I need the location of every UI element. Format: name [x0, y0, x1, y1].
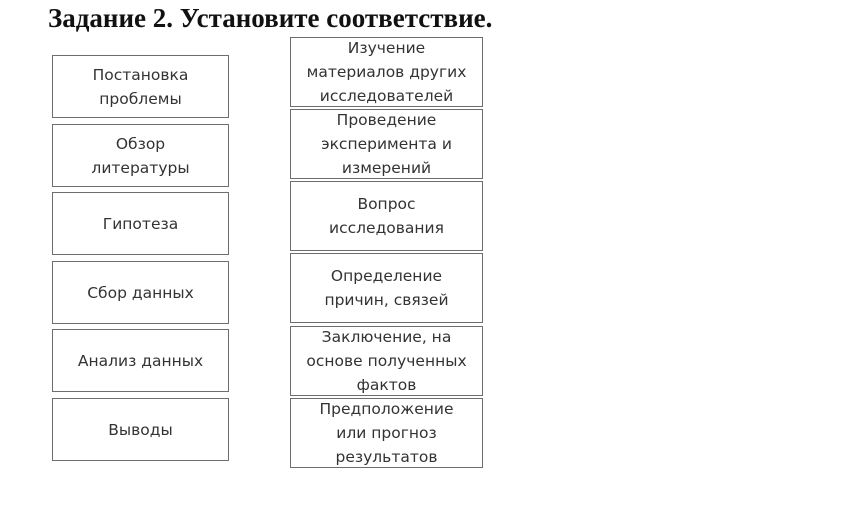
right-item-line: Вопрос — [357, 195, 416, 213]
right-item-line: Проведение — [336, 111, 437, 129]
left-item-line: Выводы — [108, 420, 173, 439]
left-item-line: Сбор данных — [87, 283, 194, 302]
left-item-line: Анализ данных — [77, 351, 204, 370]
left-item-hypothesis — [52, 192, 229, 255]
left-item-line: Гипотеза — [102, 214, 179, 233]
right-item-3 — [290, 181, 483, 251]
left-item-data-analysis — [52, 329, 229, 392]
right-item-line: Предположение — [319, 400, 454, 418]
left-item-conclusions — [52, 398, 229, 461]
right-item-line: исследования — [329, 219, 444, 237]
right-item-line: фактов — [356, 376, 417, 394]
right-item-6 — [290, 398, 483, 468]
right-item-line: основе полученных — [306, 352, 467, 370]
right-item-line: или прогноз — [336, 424, 437, 442]
right-item-line: результатов — [335, 448, 438, 466]
left-item-literature-review — [52, 124, 229, 187]
right-item-line: материалов других — [306, 63, 467, 81]
left-item-line: проблемы — [99, 89, 182, 108]
right-item-1 — [290, 37, 483, 107]
right-item-line: Изучение — [347, 39, 426, 57]
left-item-data-collection — [52, 261, 229, 324]
right-item-line: исследователей — [319, 87, 454, 105]
task-title: Задание 2. Установите соответствие. — [48, 3, 493, 33]
right-item-line: измерений — [341, 159, 432, 177]
left-item-problem-statement — [52, 55, 229, 118]
right-item-line: Определение — [330, 267, 443, 285]
right-item-line: причин, связей — [324, 291, 449, 309]
right-item-5 — [290, 326, 483, 396]
left-item-line: литературы — [91, 158, 190, 177]
left-item-line: Постановка — [92, 65, 189, 84]
right-item-4 — [290, 253, 483, 323]
right-item-2 — [290, 109, 483, 179]
right-item-line: Заключение, на — [321, 328, 452, 346]
left-item-line: Обзор — [115, 134, 166, 153]
right-item-line: эксперимента и — [321, 135, 452, 153]
